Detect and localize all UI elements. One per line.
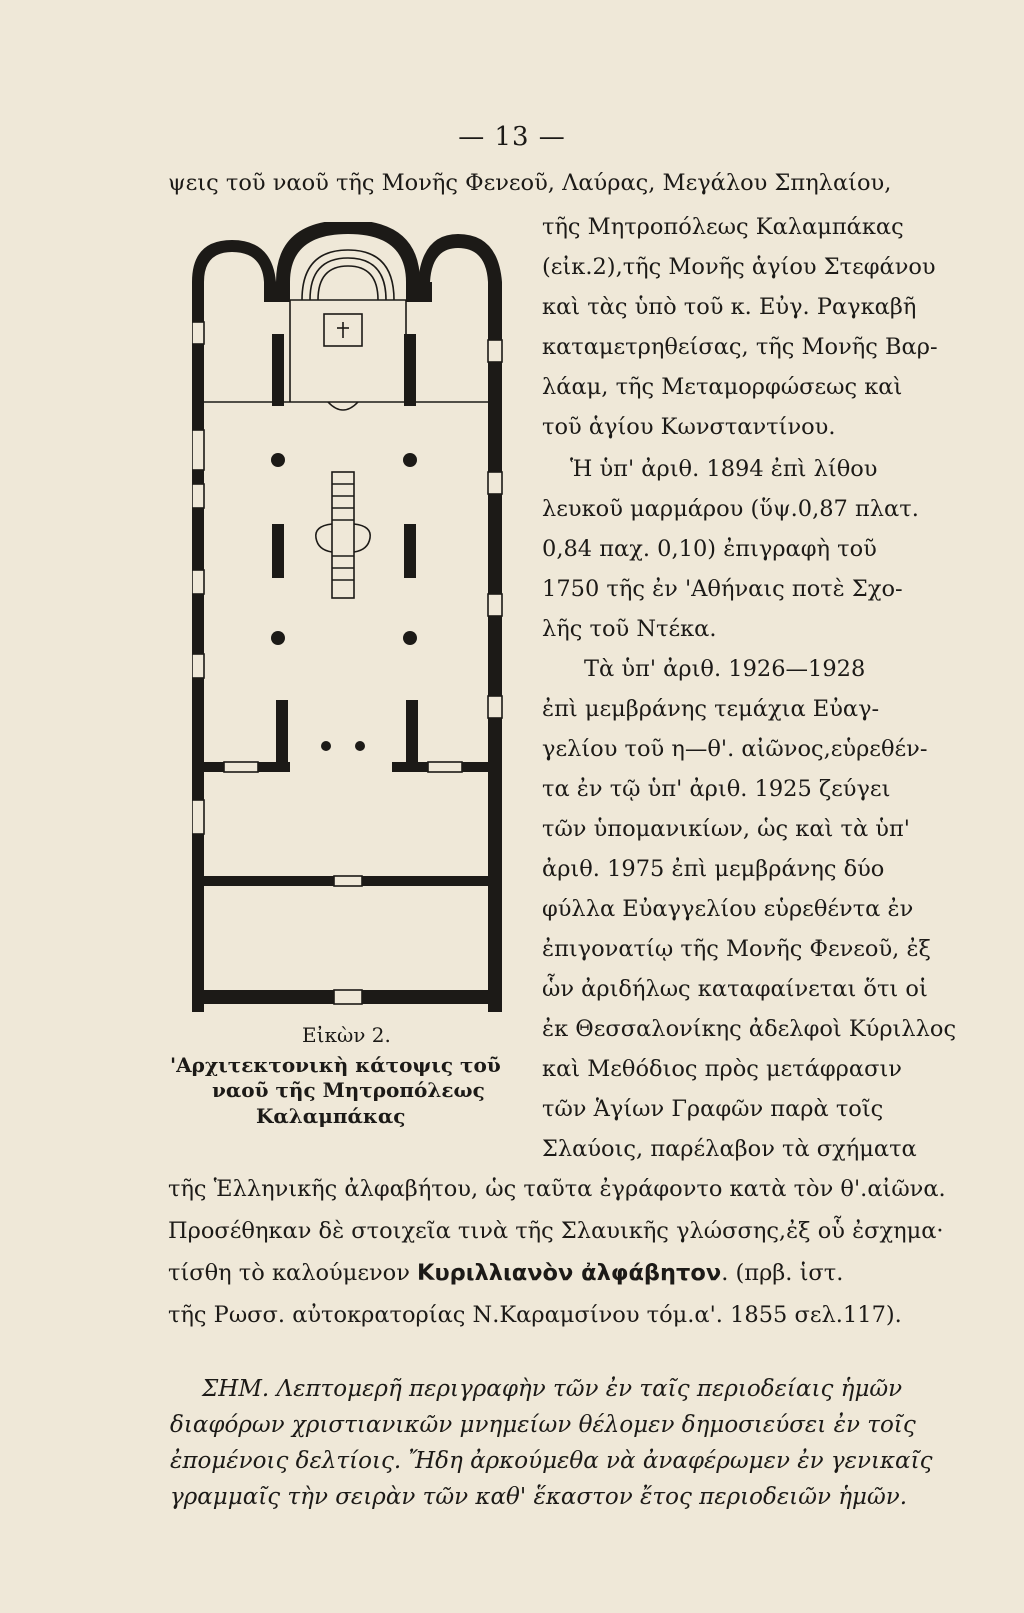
column-line: τοῦ ἁγίου Κωνσταντίνου.: [542, 414, 836, 440]
column-line: (εἰκ.2),τῆς Μονῆς ἁγίου Στεφάνου: [542, 254, 936, 280]
column-line: γελίου τοῦ η—θ'. αἰῶνος,εὑρεθέν-: [542, 736, 928, 762]
column-line: Ἡ ὑπ' ἀριθ. 1894 ἐπὶ λίθου: [570, 456, 878, 482]
note-line: ἐπομένοις δελτίοις. Ἤδη ἀρκούμεθα νὰ ἀναφέρωμεν ἐν γενικαῖς: [170, 1448, 933, 1474]
text-line: τῆς Ἑλληνικῆς ἀλφαβήτου, ὡς ταῦτα ἐγράφοντο κατὰ τὸν θ'.αἰῶνα.: [168, 1176, 946, 1202]
column-line: ὧν ἀριδήλως καταφαίνεται ὅτι οἱ: [542, 976, 928, 1002]
bold-term: Κυριλλιανὸν ἀλφάβητον: [417, 1260, 722, 1286]
note-line: ΣΗΜ. Λεπτομερῆ περιγραφὴν τῶν ἐν ταῖς περιοδείαις ἡμῶν: [202, 1376, 903, 1402]
column-line: λευκοῦ μαρμάρου (ὕψ.0,87 πλατ.: [542, 496, 919, 522]
text-fragment: . (πρβ. ἱστ.: [721, 1260, 844, 1286]
column-line: τῶν ὑπομανικίων, ὡς καὶ τὰ ὑπ': [542, 816, 910, 842]
note-line: γραμμαῖς τὴν σειρὰν τῶν καθ' ἕκαστον ἔτος περιοδειῶν ἡμῶν.: [170, 1484, 908, 1510]
column-line: ἀριθ. 1975 ἐπὶ μεμβράνης δύο: [542, 856, 885, 882]
column-line: ἐκ Θεσσαλονίκης ἀδελφοὶ Κύριλλος: [542, 1016, 957, 1042]
column-line: καὶ τὰς ὑπὸ τοῦ κ. Εὐγ. Ραγκαβῆ: [542, 294, 917, 320]
column-line: Σλαύοις, παρέλαβον τὰ σχήματα: [542, 1136, 917, 1162]
column-line: ἐπιγονατίῳ τῆς Μονῆς Φενεοῦ, ἐξ: [542, 936, 931, 962]
page-number: — 13 —: [458, 122, 566, 152]
column-line: καταμετρηθείσας, τῆς Μονῆς Βαρ-: [542, 334, 938, 360]
figure-label: Εἰκὼν 2.: [302, 1023, 391, 1047]
text-line: τῆς Ρωσσ. αὐτοκρατορίας Ν.Καραμσίνου τόμ.α'. 1855 σελ.117).: [168, 1302, 902, 1328]
text-line: [168, 1262, 843, 1285]
column-line: λῆς τοῦ Ντέκα.: [542, 616, 717, 642]
figure-caption-title: 'Αρχιτεκτονικὴ κάτοψις τοῦ: [170, 1053, 501, 1077]
figure-caption-line: Καλαμπάκας: [256, 1104, 406, 1128]
column-line: 1750 τῆς ἐν 'Αθήναις ποτὲ Σχο-: [542, 576, 903, 602]
floor-plan-figure: [192, 222, 512, 1012]
column-line: τα ἐν τῷ ὑπ' ἀριθ. 1925 ζεύγει: [542, 776, 891, 802]
text-line-top: ψεις τοῦ ναοῦ τῆς Μονῆς Φενεοῦ, Λαύρας, Μεγάλου Σπηλαίου,: [168, 170, 892, 196]
figure-caption-line: ναοῦ τῆς Μητροπόλεως: [212, 1078, 485, 1102]
column-line: φύλλα Εὐαγγελίου εὑρεθέντα ἐν: [542, 896, 914, 922]
column-line: 0,84 παχ. 0,10) ἐπιγραφὴ τοῦ: [542, 536, 877, 562]
column-line: Τὰ ὑπ' ἀριθ. 1926—1928: [584, 656, 866, 682]
column-line: τῆς Μητροπόλεως Καλαμπάκας: [542, 214, 904, 240]
note-line: διαφόρων χριστιανικῶν μνημείων θέλομεν δημοσιεύσει ἐν τοῖς: [170, 1412, 916, 1438]
column-line: τῶν Ἁγίων Γραφῶν παρὰ τοῖς: [542, 1096, 884, 1122]
text-fragment: τίσθη τὸ καλούμενον: [168, 1260, 418, 1286]
column-line: λάαμ, τῆς Μεταμορφώσεως καὶ: [542, 374, 903, 400]
text-line: Προσέθηκαν δὲ στοιχεῖα τινὰ τῆς Σλαυικῆς γλώσσης,ἐξ οὗ ἐσχημα·: [168, 1218, 944, 1244]
column-line: ἐπὶ μεμβράνης τεμάχια Εὐαγ-: [542, 696, 880, 722]
column-line: καὶ Μεθόδιος πρὸς μετάφρασιν: [542, 1056, 902, 1082]
